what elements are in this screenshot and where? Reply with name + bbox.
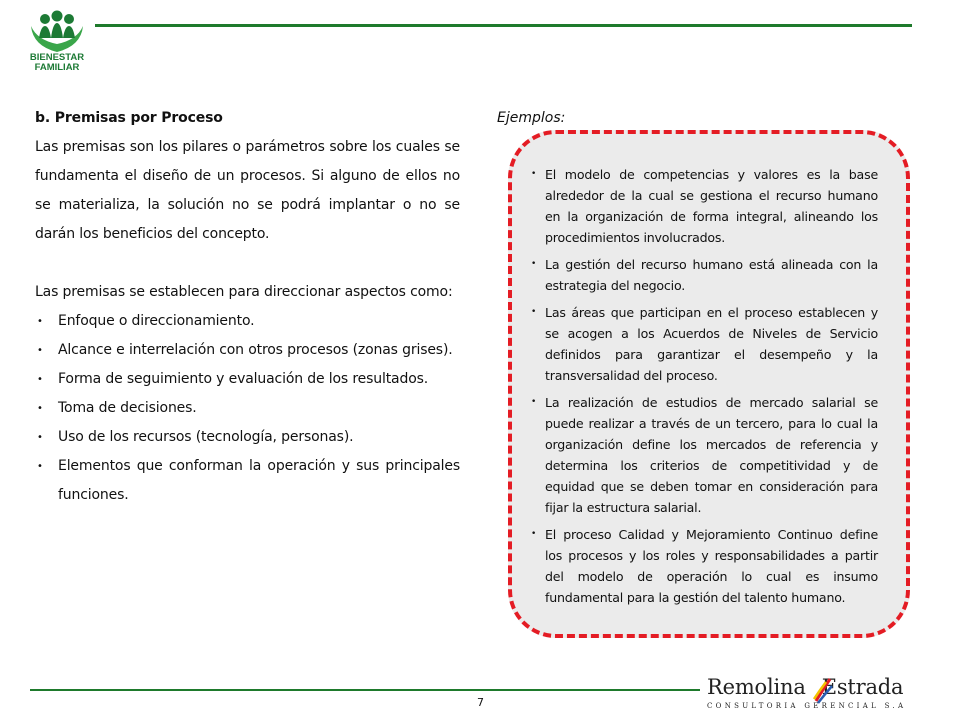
premise-bullet: • Forma de seguimiento y evaluación de los resultados. (35, 365, 460, 394)
section-title: b. Premisas por Proceso (35, 110, 223, 126)
footer-rule (30, 689, 700, 691)
paragraph-spacer (35, 249, 460, 278)
premise-bullet: • Toma de decisiones. (35, 394, 460, 423)
brand-name-right: Estrada (821, 675, 904, 699)
premise-bullet: • Enfoque o direccionamiento. (35, 307, 460, 336)
brand-name (707, 675, 903, 699)
examples-list (530, 164, 878, 614)
logo-line-2: FAMILIAR (34, 62, 80, 73)
remolina-estrada-logo (705, 675, 915, 717)
premises-section (35, 104, 460, 510)
example-item: • La realización de estudios de mercado salarial se puede realizar a través de un tercero, para lo cual la organización define los mercados de referencia y determina los criterios de competitividad y de equidad que se deben tomar en consideración para fijar la estructura salarial. (530, 392, 878, 518)
flame-mark-icon (813, 677, 833, 705)
premise-bullet: • Uso de los recursos (tecnología, personas). (35, 423, 460, 452)
brand-name-left: Remolina (707, 675, 806, 699)
example-item: • El proceso Calidad y Mejoramiento Continuo define los procesos y los roles y responsabilidades a partir del modelo de operación lo cual es insumo fundamental para la gestión del talento humano. (530, 524, 878, 608)
examples-label: Ejemplos: (497, 110, 566, 126)
premise-bullet: • Elementos que conforman la operación y sus principales funciones. (35, 452, 460, 510)
brand-tagline: CONSULTORIA GERENCIAL S.A (707, 702, 907, 710)
premise-bullet: • Alcance e interrelación con otros procesos (zonas grises). (35, 336, 460, 365)
logo-line-1: BIENESTAR (29, 52, 85, 63)
page-number: 7 (477, 696, 484, 709)
premises-paragraph-1: Las premisas son los pilares o parámetros sobre los cuales se fundamenta el diseño de un procesos. Si alguno de ellos no se materializa, la solución no se podrá implantar o no se darán los beneficios del concepto. (35, 139, 460, 242)
example-item: • El modelo de competencias y valores es la base alrededor de la cual se gestiona el recurso humano en la organización de forma integral, alineando los procedimientos involucrados. (530, 164, 878, 248)
bienestar-familiar-logo (25, 8, 89, 78)
premises-paragraph-2: Las premisas se establecen para direccionar aspectos como: (35, 284, 453, 300)
family-hands-icon (25, 8, 89, 54)
example-item: • Las áreas que participan en el proceso establecen y se acogen a los Acuerdos de Niveles de Servicio definidos para garantizar el desempeño y la transversalidad del proceso. (530, 302, 878, 386)
premises-bullet-list (35, 307, 460, 510)
header-rule (95, 24, 912, 27)
example-item: • La gestión del recurso humano está alineada con la estrategia del negocio. (530, 254, 878, 296)
